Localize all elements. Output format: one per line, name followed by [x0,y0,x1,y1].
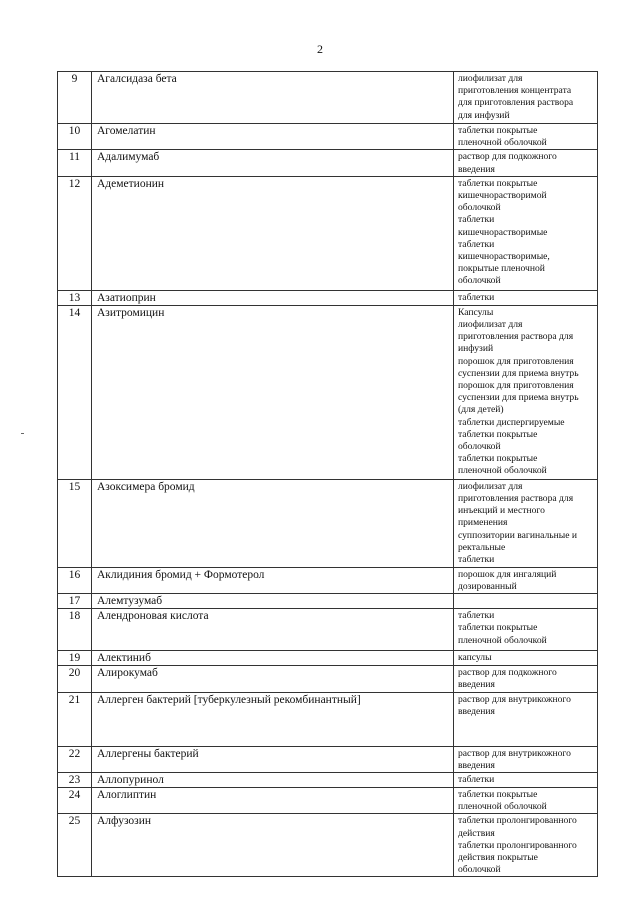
table-row [58,814,598,877]
dosage-form-line: таблетки [458,610,495,622]
table-row [58,150,598,176]
dosage-form-line: оболочкой [458,202,501,214]
dosage-form-line: кишечнорастворимой [458,190,547,202]
dosage-form-line: таблетки покрытые [458,453,538,465]
row-number: 22 [58,746,92,772]
dosage-forms [454,290,598,305]
row-number: 15 [58,479,92,567]
dosage-forms [454,692,598,746]
dosage-form-line: введения [458,163,495,175]
drug-name: Адеметионин [92,176,454,290]
dosage-form-line: раствор для подкожного [458,151,557,163]
dosage-form-line: дозированный [458,581,517,593]
drug-name: Аллергены бактерий [92,746,454,772]
dosage-form-line: действия покрытые [458,852,538,864]
margin-mark [21,433,24,434]
dosage-forms [454,72,598,124]
drug-name: Агалсидаза бета [92,72,454,124]
dosage-forms [454,746,598,772]
dosage-forms [454,594,598,609]
dosage-form-line: оболочкой [458,275,501,287]
drug-name: Аллерген бактерий [туберкулезный рекомбинантный] [92,692,454,746]
dosage-form-line: инъекций и местного [458,505,545,517]
dosage-form-line: пленочной оболочкой [458,801,547,813]
dosage-forms [454,773,598,788]
row-number: 17 [58,594,92,609]
row-number: 20 [58,666,92,692]
drug-table [57,71,598,877]
dosage-form-line: таблетки [458,214,495,226]
row-number: 11 [58,150,92,176]
dosage-form-line: оболочкой [458,441,501,453]
drug-name: Азатиоприн [92,290,454,305]
row-number: 10 [58,124,92,150]
drug-name: Азитромицин [92,305,454,479]
table-row [58,692,598,746]
table-row [58,773,598,788]
dosage-forms [454,814,598,877]
dosage-form-line: пленочной оболочкой [458,465,547,477]
dosage-form-line: Капсулы [458,306,494,318]
drug-name: Аклидиния бромид + Формотерол [92,567,454,593]
dosage-forms [454,150,598,176]
dosage-form-line: введения [458,679,495,691]
table-row [58,666,598,692]
dosage-form-line: пленочной оболочкой [458,634,547,646]
drug-name: Аллопуринол [92,773,454,788]
table-row [58,176,598,290]
dosage-forms [454,567,598,593]
drug-name: Алектиниб [92,651,454,666]
dosage-form-line: инфузий [458,343,494,355]
row-number: 23 [58,773,92,788]
dosage-form-line: для инфузий [458,109,510,121]
dosage-form-line: приготовления концентрата [458,85,572,97]
table-row [58,124,598,150]
row-number: 14 [58,305,92,479]
drug-name: Алемтузумаб [92,594,454,609]
dosage-form-line: капсулы [458,652,492,664]
dosage-form-line: оболочкой [458,864,501,876]
table-row [58,651,598,666]
dosage-form-line: раствор для внутрикожного [458,693,571,705]
dosage-form-line: таблетки диспергируемые [458,416,565,428]
drug-name: Алирокумаб [92,666,454,692]
table-row [58,609,598,651]
dosage-form-line: порошок для приготовления [458,355,574,367]
page-number: 2 [317,42,323,56]
dosage-form-line: таблетки [458,291,495,303]
dosage-form-line: таблетки покрытые [458,125,538,136]
dosage-form-line: раствор для подкожного [458,667,557,679]
dosage-form-line: суспензии для приема внутрь [458,367,579,379]
table-row [58,594,598,609]
table-row [58,290,598,305]
dosage-form-line: кишечнорастворимые [458,226,548,238]
dosage-form-line: для приготовления раствора [458,97,574,109]
dosage-form-line: раствор для внутрикожного [458,747,571,759]
dosage-form-line: приготовления раствора для [458,331,574,343]
dosage-form-line: таблетки покрытые [458,789,538,801]
dosage-forms [454,651,598,666]
dosage-form-line: суспензии для приема внутрь [458,392,579,404]
drug-name: Алоглиптин [92,788,454,814]
dosage-forms [454,176,598,290]
row-number: 13 [58,290,92,305]
dosage-form-line: таблетки [458,774,495,786]
drug-name: Агомелатин [92,124,454,150]
dosage-form-line: таблетки покрытые [458,428,538,440]
dosage-form-line: таблетки пролонгированного [458,839,577,851]
table-row [58,746,598,772]
drug-name: Азоксимера бромид [92,479,454,567]
dosage-form-line: введения [458,705,495,717]
dosage-form-line: порошок для ингаляций [458,568,557,580]
dosage-form-line: лиофилизат для [458,480,523,492]
table-row [58,479,598,567]
drug-name: Адалимумаб [92,150,454,176]
dosage-form-line: приготовления раствора для [458,493,574,505]
table-row [58,567,598,593]
dosage-forms [454,479,598,567]
dosage-form-line: таблетки [458,238,495,250]
row-number: 19 [58,651,92,666]
table-row [58,72,598,124]
row-number: 24 [58,788,92,814]
dosage-forms [454,609,598,651]
dosage-form-line: лиофилизат для [458,73,523,84]
drug-name: Алендроновая кислота [92,609,454,651]
dosage-form-line: ректальные [458,541,506,553]
dosage-form-line: применения [458,517,508,529]
dosage-forms [454,124,598,150]
dosage-forms [454,666,598,692]
row-number: 21 [58,692,92,746]
dosage-form-line: кишечнорастворимые, [458,251,550,263]
dosage-form-line: таблетки пролонгированного [458,815,577,827]
dosage-form-line: таблетки [458,554,495,566]
dosage-form-line: порошок для приготовления [458,380,574,392]
table-row [58,305,598,479]
dosage-form-line: таблетки покрытые [458,177,538,189]
dosage-form-line: пленочной оболочкой [458,137,547,149]
dosage-forms [454,788,598,814]
dosage-form-line: (для детей) [458,404,504,416]
dosage-form-line: суппозитории вагинальные и [458,529,577,541]
table-row [58,788,598,814]
dosage-form-line: таблетки покрытые [458,622,538,634]
dosage-form-line: покрытые пленочной [458,263,545,275]
drug-name: Алфузозин [92,814,454,877]
row-number: 9 [58,72,92,124]
dosage-form-line: действия [458,827,495,839]
dosage-form-line: лиофилизат для [458,319,523,331]
row-number: 25 [58,814,92,877]
dosage-forms [454,305,598,479]
row-number: 16 [58,567,92,593]
row-number: 12 [58,176,92,290]
row-number: 18 [58,609,92,651]
dosage-form-line: введения [458,759,495,771]
